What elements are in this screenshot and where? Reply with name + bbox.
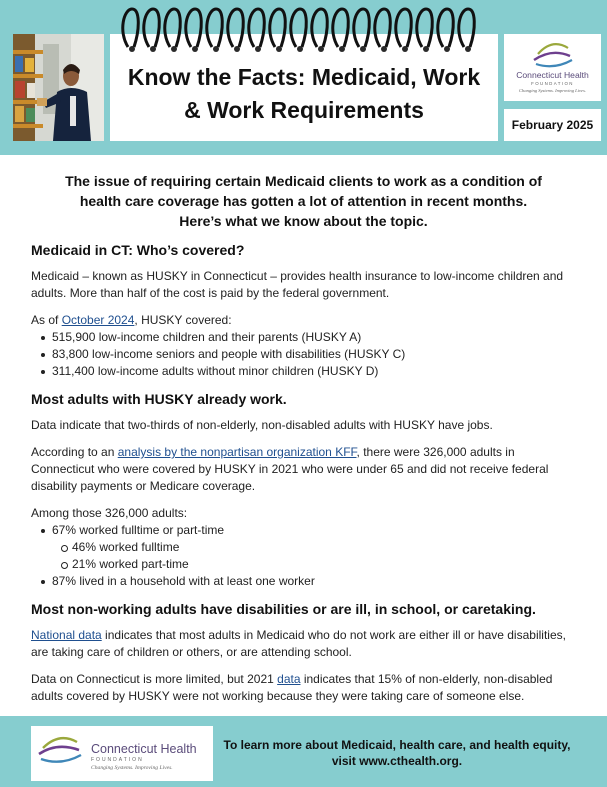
list-item: 46% worked fulltime (52, 539, 576, 556)
list-item: 21% worked part-time (52, 556, 576, 573)
svg-text:Changing Systems. Improving Li: Changing Systems. Improving Lives. (91, 765, 173, 771)
svg-text:Connecticut Health: Connecticut Health (516, 70, 589, 80)
coverage-list (31, 329, 576, 380)
footer-foundation-logo[interactable] (31, 726, 213, 781)
foundation-logo[interactable] (504, 34, 601, 101)
paragraph: According to an analysis by the nonpartisan organization KFF, there were 326,000 adults in Connecticut who were covered by HUSKY in 2021 who were under 65 and did not receive federal disability payments or Medicare coverage. (31, 445, 549, 493)
list-item: 311,400 low-income adults without minor children (HUSKY D) (31, 363, 576, 380)
list-item: 87% lived in a household with at least one worker (31, 573, 576, 590)
section-heading-nonworking: Most non-working adults have disabilities or are ill, in school, or caretaking. (31, 601, 536, 617)
page-title: Know the Facts: Medicaid, Work & Work Requirements (127, 63, 481, 123)
footer-banner (0, 716, 607, 787)
footer-cta: To learn more about Medicaid, health care, and health equity, visit www.cthealth.org. (223, 738, 571, 768)
kff-analysis-link[interactable]: analysis by the nonpartisan organization KFF (117, 445, 357, 459)
main-content (31, 241, 576, 715)
october-2024-link[interactable]: October 2024 (61, 313, 135, 327)
intro-text: The issue of requiring certain Medicaid clients to work as a condition of health care coverage has gotten a lot of attention in recent months. Here’s what we know about the topic. (65, 173, 542, 229)
paragraph: As of October 2024, HUSKY covered: (31, 313, 232, 327)
paragraph: Data on Connecticut is more limited, but 2021 data indicates that 15% of non-elderly, non-disabled adults covered by HUSKY were not working because they were taking care of someone else. (31, 672, 553, 703)
section-heading-work: Most adults with HUSKY already work. (31, 391, 287, 407)
data-link[interactable]: data (277, 672, 301, 686)
spiral-binding-icon (118, 3, 490, 55)
header-banner (0, 0, 607, 155)
list-item: 515,900 low-income children and their parents (HUSKY A) (31, 329, 576, 346)
svg-text:FOUNDATION: FOUNDATION (531, 81, 574, 86)
svg-text:FOUNDATION: FOUNDATION (91, 757, 144, 763)
svg-text:Connecticut Health: Connecticut Health (91, 742, 197, 756)
work-list (31, 522, 576, 590)
warehouse-worker-photo (13, 34, 104, 141)
paragraph: National data indicates that most adults in Medicaid who do not work are either ill or have disabilities, are taking care of children or others, or are attending school. (31, 628, 566, 659)
list-item: 83,800 low-income seniors and people with disabilities (HUSKY C) (31, 346, 576, 363)
paragraph: Data indicate that two-thirds of non-elderly, non-disabled adults with HUSKY have jobs. (31, 418, 493, 432)
section-heading-coverage: Medicaid in CT: Who’s covered? (31, 242, 245, 258)
national-data-link[interactable]: National data (31, 628, 102, 642)
svg-text:Changing Systems. Improving Li: Changing Systems. Improving Lives. (518, 88, 587, 93)
website-link[interactable]: visit www.cthealth.org. (331, 754, 463, 768)
swirl-logo-icon (534, 44, 572, 66)
list-item: 67% worked fulltime or part-time 46% worked fulltime 21% worked part-time (31, 522, 576, 573)
swirl-logo-icon (39, 738, 81, 762)
date-badge: February 2025 (504, 109, 601, 141)
paragraph: Medicaid – known as HUSKY in Connecticut – provides health insurance to low-income children and adults. More than half of the cost is paid by the federal government. (31, 269, 564, 300)
paragraph: Among those 326,000 adults: (31, 506, 188, 520)
sub-list (52, 539, 576, 573)
